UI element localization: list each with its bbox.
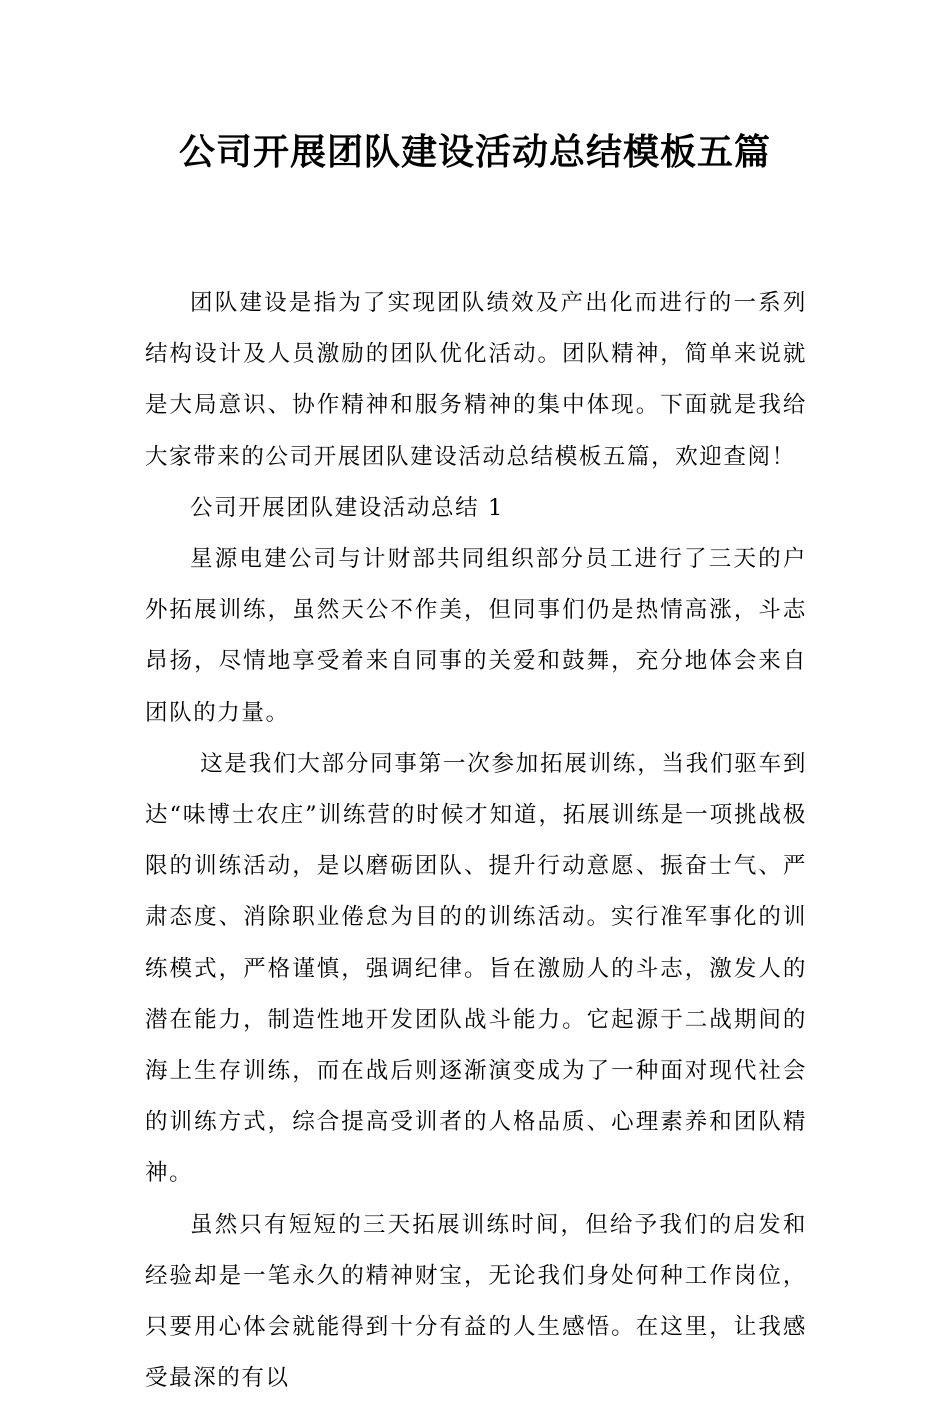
document-title: 公司开展团队建设活动总结模板五篇 bbox=[178, 132, 771, 173]
document-body bbox=[145, 278, 807, 1404]
body-paragraph: 星源电建公司与计财部共同组织部分员工进行了三天的户外拓展训练，虽然天公不作美，但同事们仍是热情高涨，斗志昂扬，尽情地享受着来自同事的关爱和鼓舞，充分地体会来自团队的力量。 bbox=[145, 546, 807, 726]
body-paragraph: 虽然只有短短的三天拓展训练时间，但给予我们的启发和经验却是一笔永久的精神财宝，无论我们身处何种工作岗位，只要用心体会就能得到十分有益的人生感悟。在这里，让我感受最深的有以 bbox=[145, 1211, 807, 1392]
section-heading: 公司开展团队建设活动总结 1 bbox=[190, 494, 504, 521]
body-paragraph: 这是我们大部分同事第一次参加拓展训练，当我们驱车到达“味博士农庄”训练营的时候才知道，拓展训练是一项挑战极限的训练活动，是以磨砺团队、提升行动意愿、振奋士气、严肃态度、消除职业倦怠为目的的训练活动。实行准军事化的训练模式，严格谨慎，强调纪律。旨在激励人的斗志，激发人的潜在能力，制造性地开发团队战斗能力。它起源于二战期间的海上生存训练，而在战后则逐渐演变成为了一种面对现代社会的训练方式，综合提高受训者的人格品质、心理素养和团队精神。 bbox=[145, 750, 807, 1187]
intro-paragraph: 团队建设是指为了实现团队绩效及产出化而进行的一系列结构设计及人员激励的团队优化活动。团队精神，简单来说就是大局意识、协作精神和服务精神的集中体现。下面就是我给大家带来的公司开展团队建设活动总结模板五篇，欢迎查阅！ bbox=[145, 290, 807, 470]
